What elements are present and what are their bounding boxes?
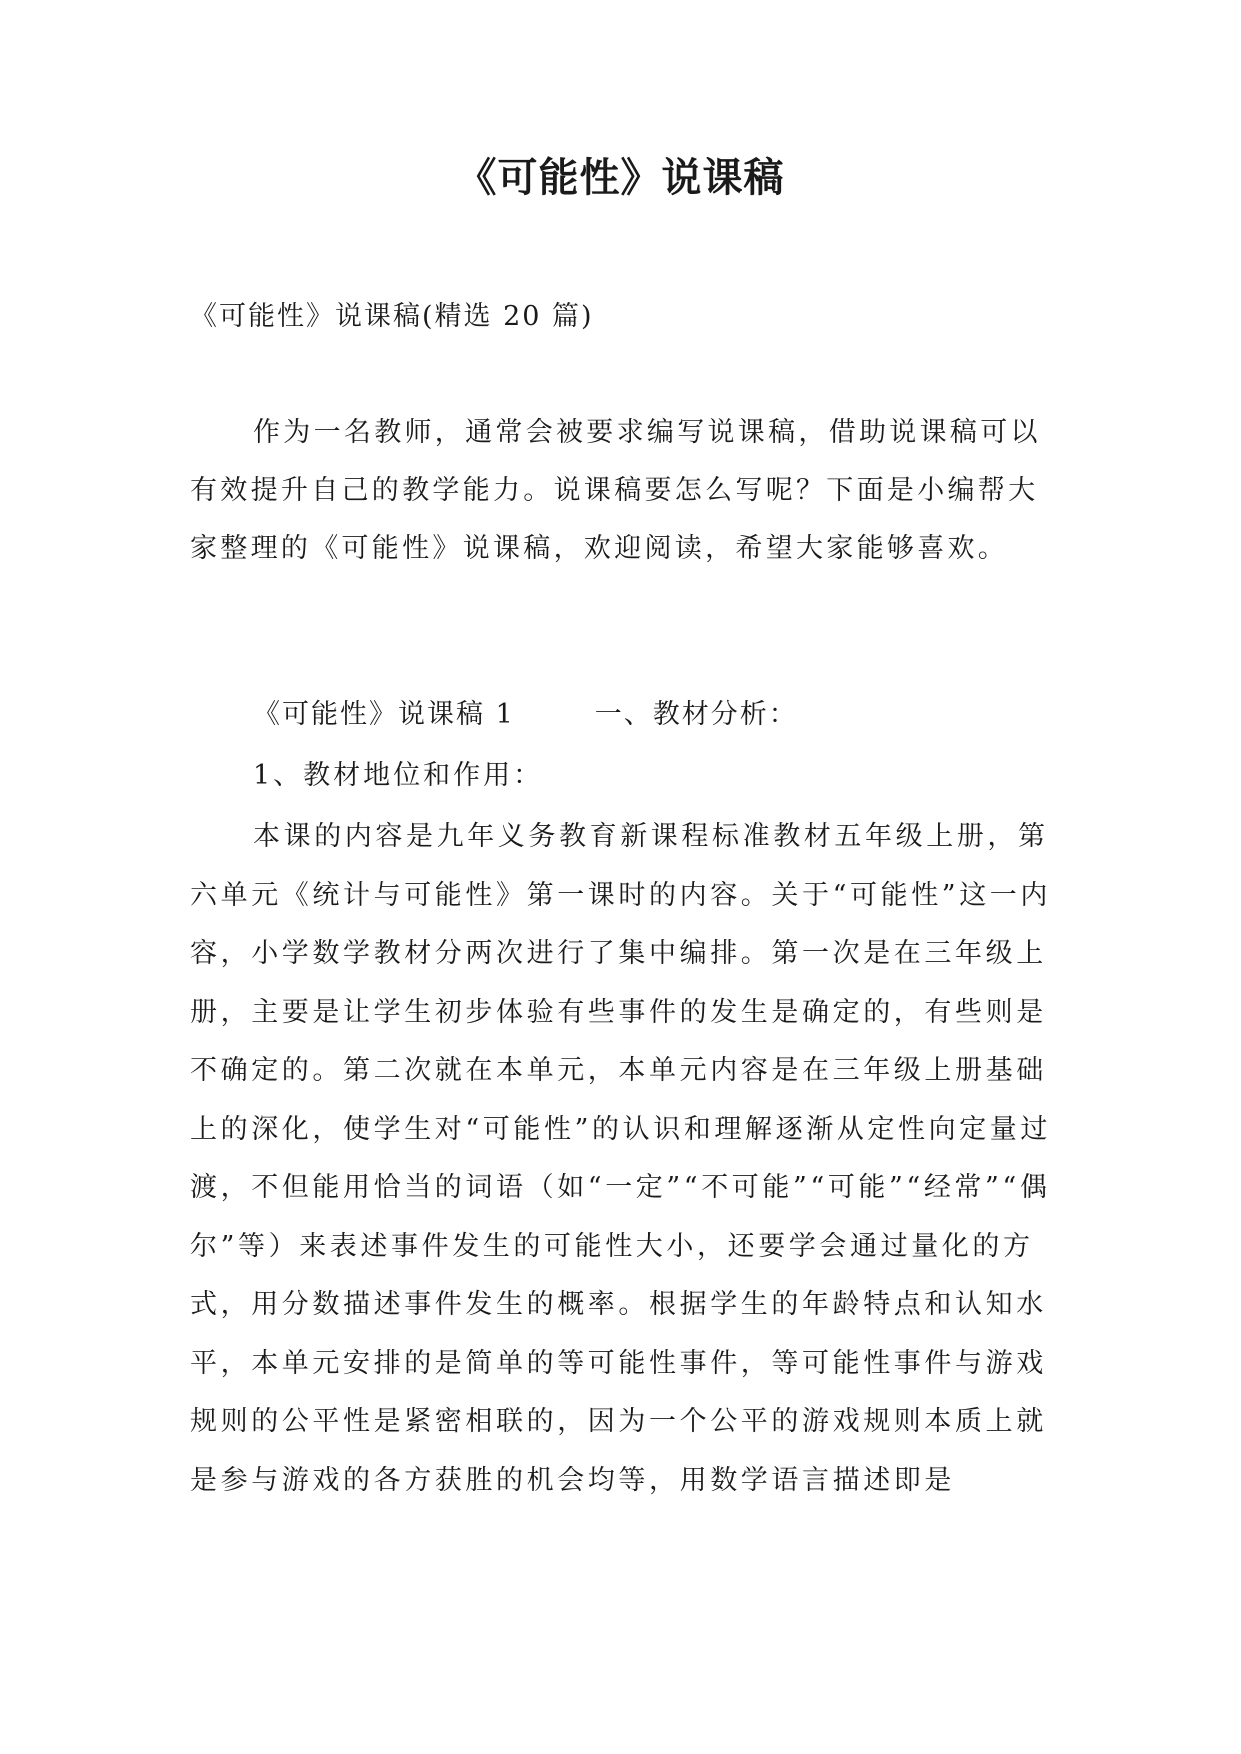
intro-paragraph: 作为一名教师，通常会被要求编写说课稿，借助说课稿可以有效提升自己的教学能力。说课稿要怎么写呢？下面是小编帮大家整理的《可能性》说课稿，欢迎阅读，希望大家能够喜欢。	[190, 417, 1041, 564]
section-title: 《可能性》说课稿 1	[253, 699, 515, 730]
document-subtitle: 《可能性》说课稿(精选 20 篇)	[190, 301, 594, 332]
section-subheading: 一、教材分析：	[594, 699, 798, 730]
body-paragraph: 本课的内容是九年义务教育新课程标准教材五年级上册，第六单元《统计与可能性》第一课时的内容。关于“可能性”这一内容，小学数学教材分两次进行了集中编排。第一次是在三年级上册，主要是让学生初步体验有些事件的发生是确定的，有些则是不确定的。第二次就在本单元，本单元内容是在三年级上册基础上的深化，使学生对“可能性”的认识和理解逐渐从定性向定量过渡，不但能用恰当的词语（如“一定”“不可能”“可能”“经常”“偶尔”等）来表述事件发生的可能性大小，还要学会通过量化的方式，用分数描述事件发生的概率。根据学生的年龄特点和认知水平，本单元安排的是简单的等可能性事件，等可能性事件与游戏规则的公平性是紧密相联的，因为一个公平的游戏规则本质上就是参与游戏的各方获胜的机会均等，用数学语言描述即是	[190, 821, 1052, 1496]
item-heading: 1、教材地位和作用：	[253, 760, 544, 791]
document-title: 《可能性》说课稿	[456, 155, 785, 201]
section-heading-line	[253, 695, 798, 735]
